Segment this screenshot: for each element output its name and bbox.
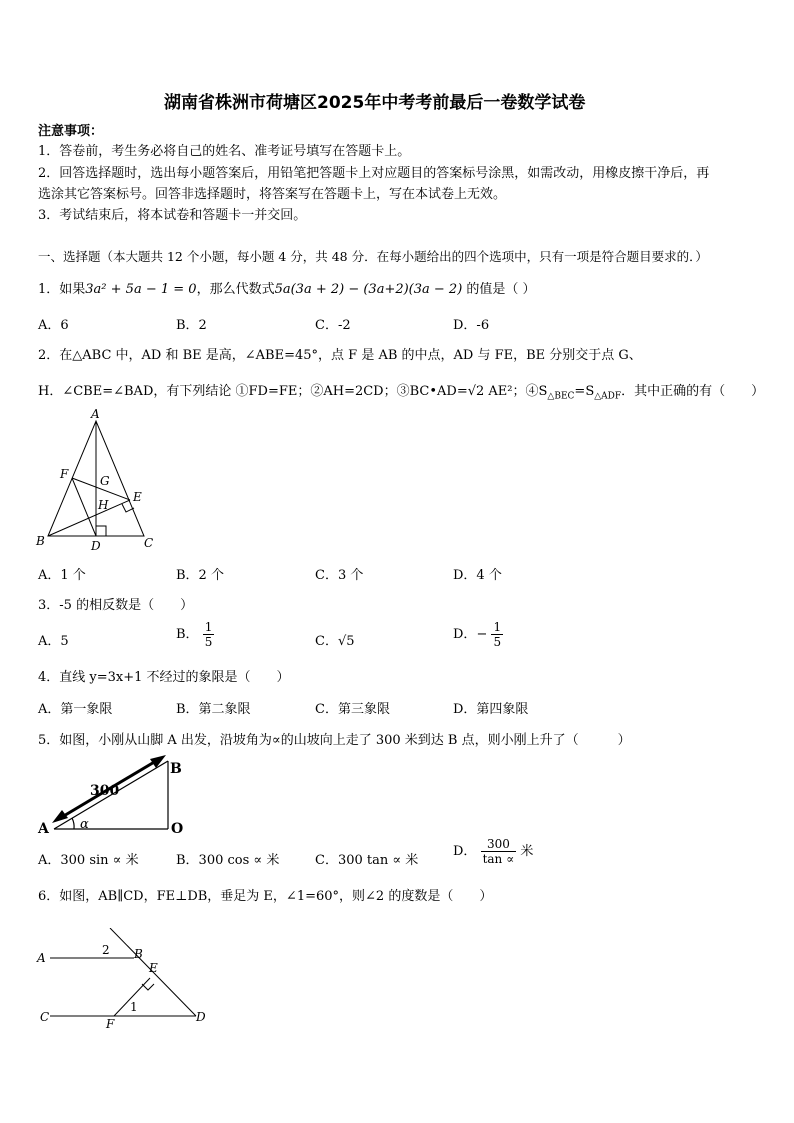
- q2-sub-2: △ADF: [594, 391, 622, 402]
- q4-option-c: C．第三象限: [315, 702, 390, 717]
- q5-label-o: O: [171, 821, 184, 837]
- q3-option-b: [176, 620, 214, 649]
- q5-d-fraction: [481, 837, 517, 866]
- q5-option-b: B．300 cos ∝ 米: [176, 853, 280, 868]
- q3-option-c: [315, 630, 355, 649]
- q2-label-h: H: [98, 498, 109, 512]
- q1-option-d: D．-6: [453, 318, 490, 333]
- q4-option-b: B．第二象限: [176, 702, 251, 717]
- q6-label-b: B: [134, 947, 143, 961]
- q3-d-sign: −: [476, 627, 488, 642]
- q2-label-f: F: [60, 467, 69, 481]
- q3-d-prefix: D．: [453, 627, 477, 642]
- q3-b-num: 1: [204, 620, 213, 634]
- q1-option-c: C．-2: [315, 318, 351, 333]
- q5-slope-figure: [36, 755, 196, 837]
- question-2-line-2: [38, 380, 764, 402]
- q5-d-num: 300: [481, 837, 517, 852]
- q6-label-c: C: [40, 1010, 50, 1024]
- q2-sub-1: △BEC: [547, 391, 575, 402]
- notice-item-2: 2．回答选择题时，选出每小题答案后，用铅笔把答题卡上对应题目的答案标号涂黑，如需改动，用橡皮擦干净后，再: [38, 166, 710, 181]
- q5-label-length: 300: [90, 783, 120, 799]
- notice-item-3: 3．考试结束后，将本试卷和答题卡一并交回。: [38, 208, 307, 223]
- q1-condition: 3a² + 5a − 1 = 0: [85, 282, 197, 297]
- q2-text-c: ．其中正确的有（ ）: [621, 384, 765, 399]
- question-4-stem: 4．直线 y=3x+1 不经过的象限是（ ）: [38, 670, 290, 685]
- q1-prefix: 1．如果: [38, 282, 86, 297]
- question-5-stem: 5．如图，小刚从山脚 A 出发，沿坡角为∝的山坡向上走了 300 米到达 B 点，则小刚上升了（ ）: [38, 733, 631, 748]
- q2-label-c: C: [144, 536, 154, 550]
- q6-label-d: D: [196, 1010, 206, 1024]
- question-1-stem: [38, 278, 536, 297]
- q2-label-e: E: [133, 490, 142, 504]
- q6-label-e: E: [149, 961, 158, 975]
- q3-c-value: √5: [337, 634, 355, 649]
- q5-option-c: C．300 tan ∝ 米: [315, 853, 419, 868]
- q3-b-prefix: B．: [176, 627, 199, 642]
- q3-option-a: A．5: [38, 634, 69, 649]
- q5-d-den: tan ∝: [482, 852, 515, 866]
- q5-d-prefix: D．: [453, 844, 477, 859]
- section-heading: 一、选择题（本大题共 12 个小题，每小题 4 分，共 48 分．在每小题给出的四个选项中，只有一项是符合题目要求的．）: [38, 249, 708, 264]
- q5-d-unit: 米: [520, 844, 534, 859]
- q6-parallel-figure: [34, 928, 214, 1033]
- q2-label-a: A: [91, 407, 100, 421]
- q2-triangle-figure: [30, 405, 170, 555]
- q1-suffix: 的值是（ ）: [466, 282, 536, 297]
- question-2-line-1: 2．在△ABC 中，AD 和 BE 是高，∠ABE=45°，点 F 是 AB 的中点，AD 与 FE，BE 分别交于点 G、: [38, 348, 642, 363]
- q5-option-a: A．300 sin ∝ 米: [38, 853, 139, 868]
- q5-label-a: A: [38, 821, 49, 837]
- notice-item-1: 1．答卷前，考生务必将自己的姓名、准考证号填写在答题卡上。: [38, 144, 411, 159]
- q1-option-a: A．6: [38, 318, 69, 333]
- notice-heading: 注意事项：: [38, 124, 104, 139]
- q6-label-1: 1: [130, 1000, 138, 1014]
- q1-expression: 5a(3a + 2) − (3a+2)(3a − 2): [274, 282, 463, 297]
- q5-label-b: B: [170, 761, 182, 777]
- q3-option-d: [453, 620, 503, 649]
- page-title: 湖南省株洲市荷塘区2025年中考考前最后一卷数学试卷: [164, 93, 586, 113]
- q2-label-d: D: [91, 539, 101, 553]
- q2-eq: =S: [574, 384, 595, 399]
- q2-label-g: G: [100, 474, 110, 488]
- q2-option-b: B．2 个: [176, 568, 224, 583]
- notice-item-2-cont: 选涂其它答案标号。回答非选择题时，将答案写在答题卡上，写在本试卷上无效。: [38, 187, 507, 202]
- q5-label-angle: α: [80, 817, 89, 832]
- q2-option-c: C．3 个: [315, 568, 364, 583]
- q2-option-d: D．4 个: [453, 568, 502, 583]
- q5-option-d: [453, 837, 533, 866]
- q2-text-b: AE²；④S: [488, 384, 548, 399]
- q4-option-d: D．第四象限: [453, 702, 529, 717]
- q1-mid: ，那么代数式: [196, 282, 275, 297]
- q2-text-a: H．∠CBE=∠BAD，有下列结论 ①FD=FE；②AH=2CD；③BC•AD=: [38, 384, 468, 399]
- q4-option-a: A．第一象限: [38, 702, 113, 717]
- q3-d-num: 1: [493, 620, 502, 634]
- q3-d-fraction: [491, 620, 503, 649]
- q3-c-prefix: C．: [315, 634, 338, 649]
- q3-d-den: 5: [493, 635, 502, 649]
- q6-label-2: 2: [102, 943, 110, 957]
- q3-b-fraction: [203, 620, 215, 649]
- q3-b-den: 5: [204, 635, 213, 649]
- question-6-stem: 6．如图，AB∥CD，FE⊥DB，垂足为 E，∠1=60°，则∠2 的度数是（ ）: [38, 889, 493, 904]
- question-3-stem: 3．-5 的相反数是（ ）: [38, 598, 194, 613]
- q6-label-a: A: [37, 951, 46, 965]
- q2-option-a: A．1 个: [38, 568, 86, 583]
- q2-label-b: B: [36, 534, 45, 548]
- q6-label-f: F: [106, 1017, 115, 1031]
- q2-sqrt: √2: [467, 384, 485, 399]
- q1-option-b: B．2: [176, 318, 207, 333]
